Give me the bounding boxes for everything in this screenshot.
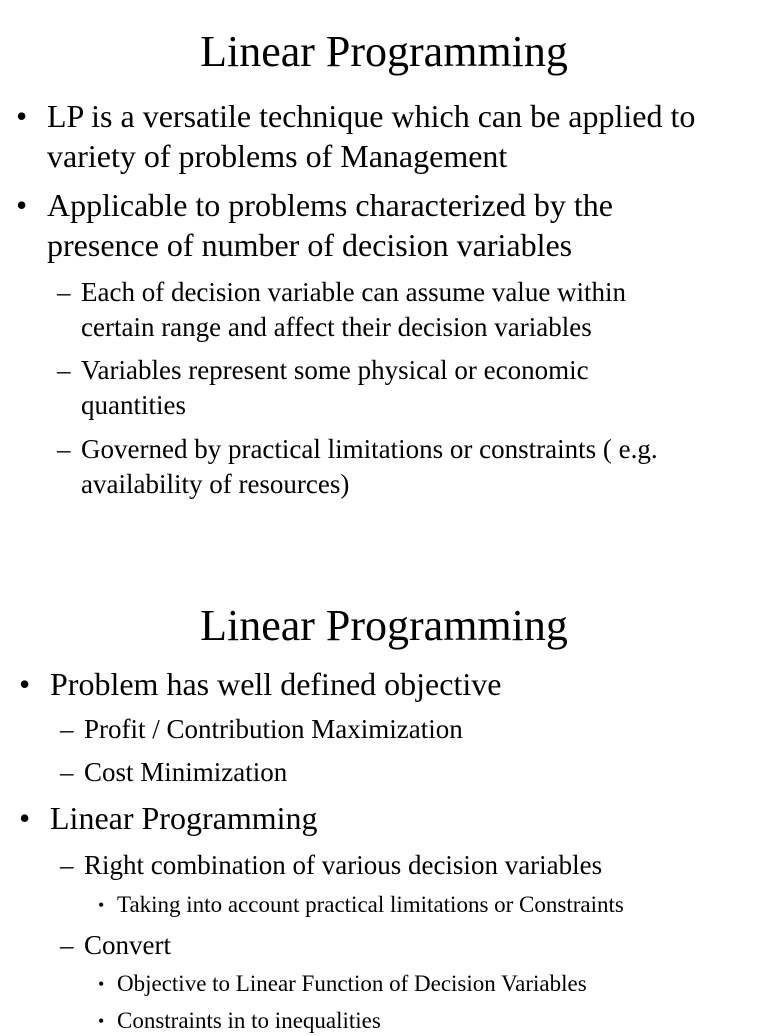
dash-marker: – bbox=[57, 355, 71, 385]
bullet-text-line: presence of number of decision variables bbox=[47, 227, 573, 263]
dash-marker: – bbox=[60, 930, 74, 960]
slide-2 bbox=[0, 580, 768, 1033]
bullet-text-line: Problem has well defined objective bbox=[50, 666, 502, 702]
bullet-text-line: Applicable to problems characterized by the bbox=[47, 187, 613, 223]
dash-marker: – bbox=[57, 434, 71, 464]
sub-sub-bullet-text-line: Constraints in to inequalities bbox=[117, 1008, 381, 1033]
sub-bullet-text-line: certain range and affect their decision variables bbox=[81, 312, 592, 342]
bullet-marker: • bbox=[19, 800, 31, 836]
sub-bullet-text-line: Right combination of various decision variables bbox=[84, 850, 603, 880]
sub-bullet-item bbox=[57, 353, 589, 423]
sub-bullet-text-line: availability of resources) bbox=[81, 469, 350, 499]
bullet-marker: • bbox=[98, 1011, 105, 1031]
slide-title: Linear Programming bbox=[200, 601, 568, 650]
bullet-marker: • bbox=[98, 974, 105, 994]
bullet-marker: • bbox=[98, 895, 105, 915]
sub-bullet-text-line: Convert bbox=[84, 930, 171, 960]
sub-bullet-item bbox=[57, 275, 627, 345]
bullet-item bbox=[16, 96, 696, 176]
bullet-text-line: LP is a versatile technique which can be applied to bbox=[47, 98, 696, 134]
bullet-marker: • bbox=[16, 187, 28, 223]
dash-marker: – bbox=[60, 850, 74, 880]
bullet-item bbox=[19, 664, 502, 704]
sub-sub-bullet-item bbox=[98, 1006, 381, 1036]
sub-bullet-item bbox=[60, 848, 603, 883]
slide-title: Linear Programming bbox=[200, 27, 568, 76]
dash-marker: – bbox=[60, 714, 74, 744]
bullet-item bbox=[19, 798, 318, 838]
sub-bullet-text-line: Governed by practical limitations or constraints ( e.g. bbox=[81, 434, 658, 464]
sub-bullet-text-line: Profit / Contribution Maximization bbox=[84, 714, 463, 744]
sub-sub-bullet-item bbox=[98, 890, 624, 920]
bullet-text-line: variety of problems of Management bbox=[47, 138, 508, 174]
sub-bullet-item bbox=[60, 755, 288, 790]
sub-sub-bullet-item bbox=[98, 969, 587, 999]
sub-bullet-text-line: quantities bbox=[81, 390, 186, 420]
sub-bullet-item bbox=[60, 712, 463, 747]
bullet-marker: • bbox=[19, 666, 31, 702]
sub-bullet-text-line: Variables represent some physical or economic bbox=[81, 355, 589, 385]
sub-bullet-item bbox=[57, 432, 658, 502]
sub-sub-bullet-text-line: Taking into account practical limitations or Constraints bbox=[117, 892, 624, 917]
bullet-text-line: Linear Programming bbox=[50, 800, 318, 836]
sub-bullet-item bbox=[60, 928, 171, 963]
sub-bullet-text-line: Each of decision variable can assume value within bbox=[81, 277, 627, 307]
bullet-marker: • bbox=[16, 98, 28, 134]
dash-marker: – bbox=[60, 757, 74, 787]
sub-sub-bullet-text-line: Objective to Linear Function of Decision Variables bbox=[117, 971, 587, 996]
dash-marker: – bbox=[57, 277, 71, 307]
bullet-item bbox=[16, 185, 613, 265]
sub-bullet-text-line: Cost Minimization bbox=[84, 757, 288, 787]
